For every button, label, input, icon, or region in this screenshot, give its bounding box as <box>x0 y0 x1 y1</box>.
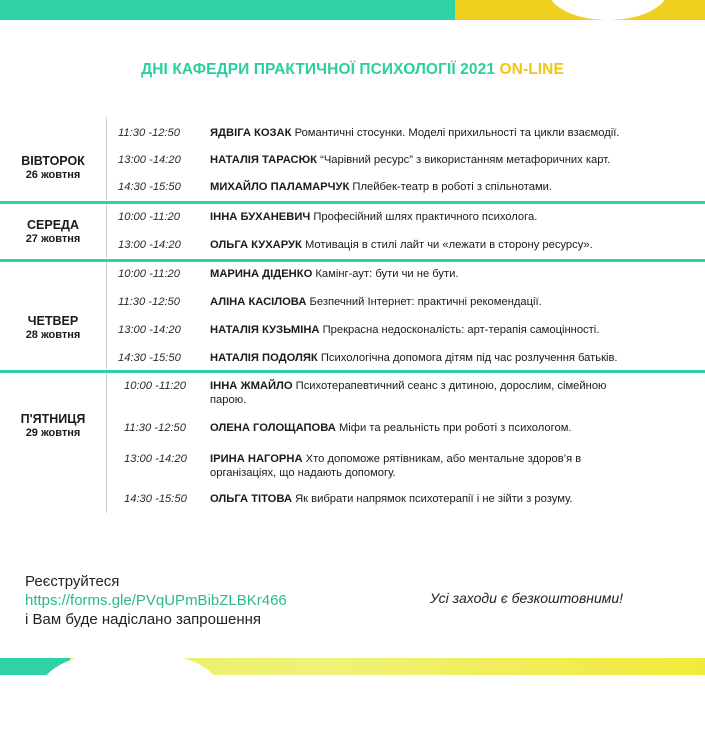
speaker-name: НАТАЛІЯ КУЗЬМІНА <box>210 324 320 336</box>
event-time: 10:00 -11:20 <box>118 211 180 223</box>
speaker-name: ОЛЕНА ГОЛОЩАПОВА <box>210 422 336 434</box>
speaker-name: ІННА БУХАНЕВИЧ <box>210 211 311 223</box>
day-date: 27 жовтня <box>25 233 81 245</box>
event-time: 14:30 -15:50 <box>118 352 181 364</box>
column-divider <box>106 262 107 369</box>
title-main: ДНІ КАФЕДРИ ПРАКТИЧНОЇ ПСИХОЛОГІЇ 2021 <box>141 61 496 78</box>
speaker-name: НАТАЛІЯ ТАРАСЮК <box>210 154 317 166</box>
day-label-tuesday <box>0 154 106 182</box>
bottom-decor-circle <box>40 650 220 730</box>
event-time: 11:30 -12:50 <box>118 296 180 308</box>
event-text <box>210 379 620 407</box>
speaker-name: ОЛЬГА КУХАРУК <box>210 239 302 251</box>
day-name: ЧЕТВЕР <box>27 314 79 328</box>
speaker-name: ІРИНА НАГОРНА <box>210 453 303 465</box>
event-time: 14:30 -15:50 <box>124 493 187 505</box>
event-topic: Міфи та реальність при роботі з психологом. <box>338 422 572 434</box>
registration-block <box>25 572 287 629</box>
speaker-name: ОЛЬГА ТІТОВА <box>210 493 292 505</box>
event-time: 10:00 -11:20 <box>124 380 186 392</box>
event-text <box>210 267 675 281</box>
event-time: 13:00 -14:20 <box>118 154 181 166</box>
event-topic: Безпечний Інтернет: практичні рекомендації. <box>309 296 542 308</box>
day-name: ВІВТОРОК <box>21 154 85 168</box>
event-text <box>210 323 675 337</box>
event-time: 10:00 -11:20 <box>118 268 180 280</box>
event-time: 11:30 -12:50 <box>118 127 180 139</box>
event-topic: Хто допоможе рятівникам, або ментальне здоров’я в організаціях, що надають допомогу. <box>210 453 582 479</box>
event-time: 14:30 -15:50 <box>118 181 181 193</box>
page-title <box>0 61 705 79</box>
invite-text: і Вам буде надіслано запрошення <box>25 611 262 628</box>
event-text <box>210 351 675 365</box>
event-topic: Професійний шлях практичного психолога. <box>313 211 538 223</box>
event-topic: Плейбек-театр в роботі з спільнотами. <box>352 181 552 193</box>
event-topic: Психологічна допомога дітям під час розлучення батьків. <box>320 352 618 364</box>
event-time: 13:00 -14:20 <box>118 324 181 336</box>
event-topic: Мотивація в стилі лайт чи «лежати в сторону ресурсу». <box>304 239 593 251</box>
event-time: 13:00 -14:20 <box>124 453 187 465</box>
event-topic: Як вибрати напрямок психотерапії і не зійти з розуму. <box>295 493 573 505</box>
event-text <box>210 452 620 480</box>
column-divider <box>106 204 107 258</box>
free-events-note: Усі заходи є безкоштовними! <box>430 590 624 606</box>
speaker-name: ЯДВІГА КОЗАК <box>210 127 292 139</box>
day-label-thursday <box>0 314 106 342</box>
speaker-name: НАТАЛІЯ ПОДОЛЯК <box>210 352 318 364</box>
event-text <box>210 238 675 252</box>
day-name: П'ЯТНИЦЯ <box>20 412 86 426</box>
speaker-name: АЛІНА КАСІЛОВА <box>210 296 307 308</box>
event-text <box>210 153 675 167</box>
event-topic: Романтичні стосунки. Моделі прихильності та цикли взаємодії. <box>294 127 620 139</box>
event-topic: “Чарівний ресурс” з використанням метафоричних карт. <box>320 154 611 166</box>
column-divider <box>106 117 107 200</box>
event-time: 11:30 -12:50 <box>124 422 186 434</box>
event-topic: Камінг-аут: бути чи не бути. <box>315 268 459 280</box>
event-time: 13:00 -14:20 <box>118 239 181 251</box>
event-text <box>210 492 630 506</box>
day-name: СЕРЕДА <box>27 218 79 232</box>
event-topic: Прекрасна недосконалість: арт-терапія самоцінності. <box>322 324 600 336</box>
day-label-wednesday <box>0 218 106 246</box>
event-text <box>210 295 675 309</box>
speaker-name: ІННА ЖМАЙЛО <box>210 380 293 392</box>
day-date: 29 жовтня <box>25 427 81 439</box>
register-label: Реєструйтеся <box>25 573 120 590</box>
event-text <box>210 180 675 194</box>
event-text <box>210 210 675 224</box>
registration-link[interactable]: https://forms.gle/PVqUPmBibZLBKr466 <box>25 592 287 609</box>
speaker-name: МАРИНА ДІДЕНКО <box>210 268 313 280</box>
speaker-name: МИХАЙЛО ПАЛАМАРЧУК <box>210 181 350 193</box>
event-text <box>210 126 675 140</box>
event-topic: Психотерапевтичний сеанс з дитиною, дорослим, сімейною парою. <box>210 380 607 406</box>
title-accent: ON-LINE <box>499 61 564 78</box>
day-label-friday <box>0 412 106 440</box>
column-divider <box>106 373 107 513</box>
day-date: 28 жовтня <box>25 329 81 341</box>
day-date: 26 жовтня <box>25 169 81 181</box>
event-text <box>210 421 620 435</box>
